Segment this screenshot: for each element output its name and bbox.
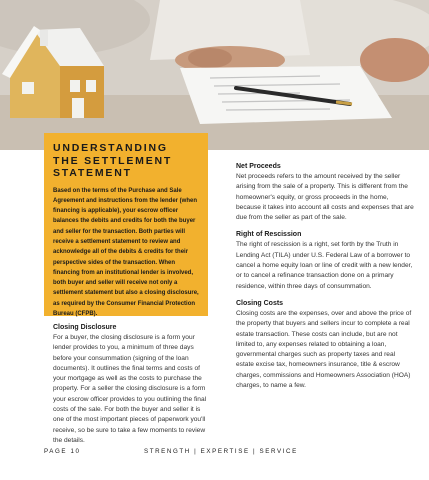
section-body-net-proceeds: Net proceeds refers to the amount received by the seller arising from the sale of a property. This is different from the homeowner's equity, or gross proceeds in the home, because it takes into account all costs and expenses that are due from the seller as part of the sale. (236, 173, 414, 222)
page-footer (44, 448, 404, 460)
callout-title-line: UNDERSTANDING (53, 142, 168, 154)
callout-body: Based on the terms of the Purchase and Sale Agreement and instructions from the lender (when financing is applicable), your escrow officer balances the debits and credits for both the buyer and seller for the transaction. Both parties will receive a settlement statement to review and acknowledge all of the debits & credits for their perspective sides of the transaction. When financing from an institutional lender is involved, both buyer and seller will receive not only a settlement statement but also a closing disclosure, as required by the Consumer Financial Protection Bureau (CFPB). (53, 187, 199, 318)
section-title-right-of-rescission: Right of Rescission (236, 231, 302, 239)
callout-box (44, 133, 208, 316)
page-number: PAGE 10 (44, 448, 81, 455)
hero-photo (0, 0, 429, 150)
section-body-right-of-rescission: The right of rescission is a right, set forth by the Truth in Lending Act (TILA) under U.S. Federal Law of a borrower to cancel a home equity loan or line of credit with a new lender, or to cancel a refinance transaction done on a primary residence, within three days of consummation. (236, 241, 413, 290)
section-title-net-proceeds: Net Proceeds (236, 163, 281, 170)
section-title-closing-costs: Closing Costs (236, 299, 284, 307)
callout-title-line: THE SETTLEMENT (53, 154, 173, 167)
section-body-closing-costs: Closing costs are the expenses, over and above the price of the property that buyers and sellers incur to complete a real estate transaction. These costs can include, but are not limited to, any expenses related to obtaining a loan, governmental charges such as property taxes and real estate excise tax, homeowners insurance, title & escrow charges, commissions and Homeowners Association (HOA) charges, to name a few. (236, 309, 412, 390)
section-title-closing-disclosure: Closing Disclosure (53, 324, 117, 331)
section-body-closing-disclosure: For a buyer, the closing disclosure is a form your lender provides to you, a minimum of three days before your consummation (signing of the loan documents). It outlines the final terms and costs of your mortgage as well as the costs to purchase the property. For a seller the closing disclosure is a form your escrow officer provides to you outlining the final costs of the sale. For both the buyer and seller it is one of the most important pieces of paperwork you'll receive, so be sure to take a few moments to review the details. (53, 334, 207, 444)
right-column (236, 162, 414, 391)
callout-title (53, 142, 200, 180)
callout-title-line: STATEMENT (53, 167, 132, 179)
hero-illustration (0, 0, 429, 150)
left-column (53, 323, 213, 446)
footer-tagline: STRENGTH | EXPERTISE | SERVICE (144, 448, 298, 455)
